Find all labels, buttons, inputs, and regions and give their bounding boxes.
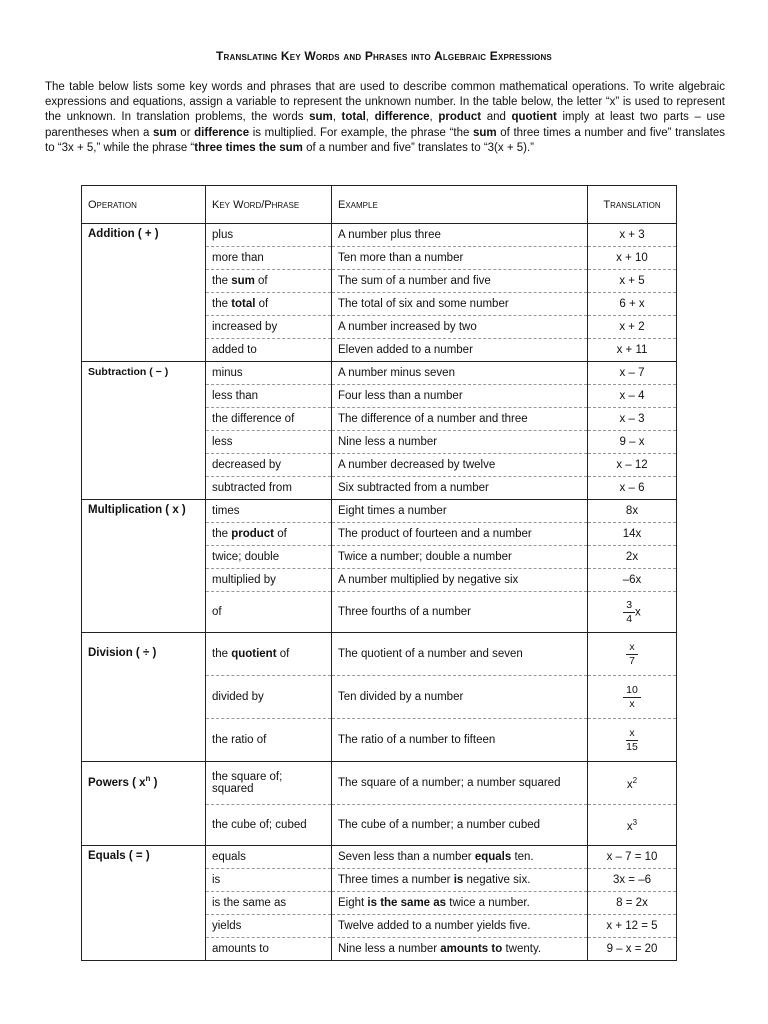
phrase-cell: plus [206,224,332,247]
translation-cell: x + 10 [588,247,677,270]
phrase-cell: equals [206,846,332,869]
table-row [82,762,677,805]
phrase-cell: less than [206,385,332,408]
example-text: ten. [511,851,534,863]
intro-paragraph [45,80,725,156]
phrase-cell [206,633,332,676]
header-keyword: Key Word/Phrase [206,186,332,224]
example-cell: A number decreased by twelve [332,454,588,477]
example-cell: A number increased by two [332,316,588,339]
example-cell [332,869,588,892]
example-cell: A number minus seven [332,362,588,385]
example-cell: Four less than a number [332,385,588,408]
intro-text: , [365,111,375,124]
keyword-bold: sum [309,111,333,124]
table-row [82,224,677,247]
example-text: Nine less a number [338,943,441,955]
intro-text: The table below lists some key words and phrases that are used to describe common mathematical operations. To write algebraic expressions and equations, assign a variable to represent the unknown number. In the table below, the letter “x” is used to represent the unknown. In translation problems, the words [45,81,725,124]
power-base: x [626,778,633,791]
fraction-numerator: x [626,728,638,741]
phrase-cell [206,293,332,316]
group-addition: Addition ( + ) [82,224,206,362]
page-title: Translating Key Words and Phrases into Algebraic Expressions [216,49,552,63]
powers-exponent: n [145,774,151,783]
phrase-cell: the difference of [206,408,332,431]
example-cell: The quotient of a number and seven [332,633,588,676]
translation-table [81,185,677,961]
table-header-row [82,186,677,224]
example-text: negative six. [463,874,531,886]
keyword-bold: total [341,111,366,124]
example-bold: amounts to [440,943,503,955]
translation-cell: 9 – x [588,431,677,454]
header-translation: Translation [588,186,677,224]
phrase-bold: product [231,528,274,540]
phrase-cell: increased by [206,316,332,339]
intro-text: of a number and five” translates to “3(x + 5).” [302,141,534,154]
example-cell: Eight times a number [332,500,588,523]
phrase-text: the [212,298,232,310]
translation-cell: x – 7 [588,362,677,385]
intro-text: , [429,111,439,124]
translation-cell: x – 12 [588,454,677,477]
translation-cell [588,676,677,719]
group-multiplication: Multiplication ( x ) [82,500,206,633]
translation-cell: –6x [588,569,677,592]
intro-text: and [481,111,512,124]
phrase-cell: less [206,431,332,454]
translation-cell: 14x [588,523,677,546]
phrase-bold: quotient [231,648,277,660]
power-exponent: 3 [632,817,638,827]
intro-text: imply at least two parts – use parentheses when a [45,111,726,139]
table-row [82,846,677,869]
example-cell [332,846,588,869]
example-cell: Three fourths of a number [332,592,588,633]
translation-cell: x + 12 = 5 [588,915,677,938]
fraction-numerator: 10 [623,685,641,698]
keyword-bold: difference [374,111,430,124]
phrase-cell: the ratio of [206,719,332,762]
phrase-cell: decreased by [206,454,332,477]
translation-cell: x + 11 [588,339,677,362]
intro-text: or [176,126,195,139]
fraction [626,728,638,753]
example-cell: Ten divided by a number [332,676,588,719]
example-cell: Twelve added to a number yields five. [332,915,588,938]
example-cell: A number plus three [332,224,588,247]
power-exponent: 2 [632,775,638,785]
phrase-text: the [212,275,232,287]
translation-cell: x – 7 = 10 [588,846,677,869]
example-cell: A number multiplied by negative six [332,569,588,592]
intro-text: is multiplied. For example, the phrase “the [249,126,473,139]
example-cell [332,938,588,961]
phrase-cell: divided by [206,676,332,719]
fraction-suffix: x [635,606,641,619]
phrase-cell [206,270,332,293]
translation-cell [588,719,677,762]
fraction-denominator: 4 [626,612,633,625]
example-bold: is [453,874,464,886]
translation-cell: 3x = –6 [588,869,677,892]
translation-cell: x – 4 [588,385,677,408]
header-operation: Operation [82,186,206,224]
example-cell: Twice a number; double a number [332,546,588,569]
example-cell: The product of fourteen and a number [332,523,588,546]
table-row [82,362,677,385]
translation-cell: x + 2 [588,316,677,339]
fraction-denominator: 7 [629,654,635,667]
example-cell: Six subtracted from a number [332,477,588,500]
phrase-bold: total [231,298,256,310]
example-text: Three times a number [338,874,454,886]
powers-label-end: ) [150,776,158,789]
header-example: Example [332,186,588,224]
translation-cell [588,633,677,676]
fraction [623,600,635,625]
translation-cell: 8 = 2x [588,892,677,915]
translation-cell: x – 3 [588,408,677,431]
translation-cell: 9 – x = 20 [588,938,677,961]
fraction-denominator: x [629,697,635,710]
group-division: Division ( ÷ ) [82,633,206,762]
translation-cell: 8x [588,500,677,523]
table-row [82,633,677,676]
phrase-cell: more than [206,247,332,270]
phrase-cell: added to [206,339,332,362]
phrase-bold: sum [231,275,255,287]
example-cell: The difference of a number and three [332,408,588,431]
phrase-cell: the cube of; cubed [206,805,332,846]
fraction-denominator: 15 [626,740,638,753]
keyword-bold: sum [472,126,497,139]
example-text: twice a number. [446,897,530,909]
phrase-cell: is the same as [206,892,332,915]
example-cell: The sum of a number and five [332,270,588,293]
keyword-bold: three times the sum [194,141,303,154]
example-cell: The total of six and some number [332,293,588,316]
group-subtraction: Subtraction ( − ) [82,362,206,500]
group-powers [82,762,206,846]
phrase-cell: yields [206,915,332,938]
keyword-bold: sum [153,126,177,139]
translation-cell: 2x [588,546,677,569]
example-bold: equals [474,851,512,863]
phrase-text: the [212,528,232,540]
example-text: twenty. [502,943,542,955]
example-bold: is the same as [367,897,447,909]
translation-cell: x + 5 [588,270,677,293]
translation-cell: x + 3 [588,224,677,247]
example-cell: Ten more than a number [332,247,588,270]
fraction [626,642,637,667]
phrase-cell: the square of; squared [206,762,332,805]
phrase-cell: multiplied by [206,569,332,592]
phrase-cell: of [206,592,332,633]
example-cell: The ratio of a number to fifteen [332,719,588,762]
intro-text: , [332,111,342,124]
translation-cell [588,592,677,633]
example-cell: Nine less a number [332,431,588,454]
example-text: Eight [338,897,368,909]
phrase-text: of [254,275,268,287]
translation-cell: x – 6 [588,477,677,500]
example-cell: Eleven added to a number [332,339,588,362]
example-text: Seven less than a number [338,851,475,863]
intro-text: of three times a number and five” translates to “3x + 5,” while the phrase “ [45,126,725,154]
power-base: x [626,820,633,833]
phrase-cell: subtracted from [206,477,332,500]
translation-cell: 6 + x [588,293,677,316]
keyword-bold: difference [194,126,250,139]
phrase-cell [206,523,332,546]
translation-cell [588,762,677,805]
example-cell [332,892,588,915]
fraction [623,685,641,710]
example-cell: The cube of a number; a number cubed [332,805,588,846]
fraction-numerator: x [626,642,637,655]
translation-cell [588,805,677,846]
phrase-text: of [276,648,290,660]
phrase-text: of [274,528,287,540]
phrase-cell: times [206,500,332,523]
phrase-cell: amounts to [206,938,332,961]
phrase-cell: is [206,869,332,892]
group-equals: Equals ( = ) [82,846,206,961]
phrase-cell: twice; double [206,546,332,569]
phrase-cell: minus [206,362,332,385]
keyword-bold: product [438,111,482,124]
phrase-text: of [255,298,269,310]
phrase-text: the [212,648,232,660]
keyword-bold: quotient [511,111,557,124]
table-row [82,500,677,523]
example-cell: The square of a number; a number squared [332,762,588,805]
fraction-numerator: 3 [623,600,635,613]
powers-label: Powers ( x [88,776,146,789]
